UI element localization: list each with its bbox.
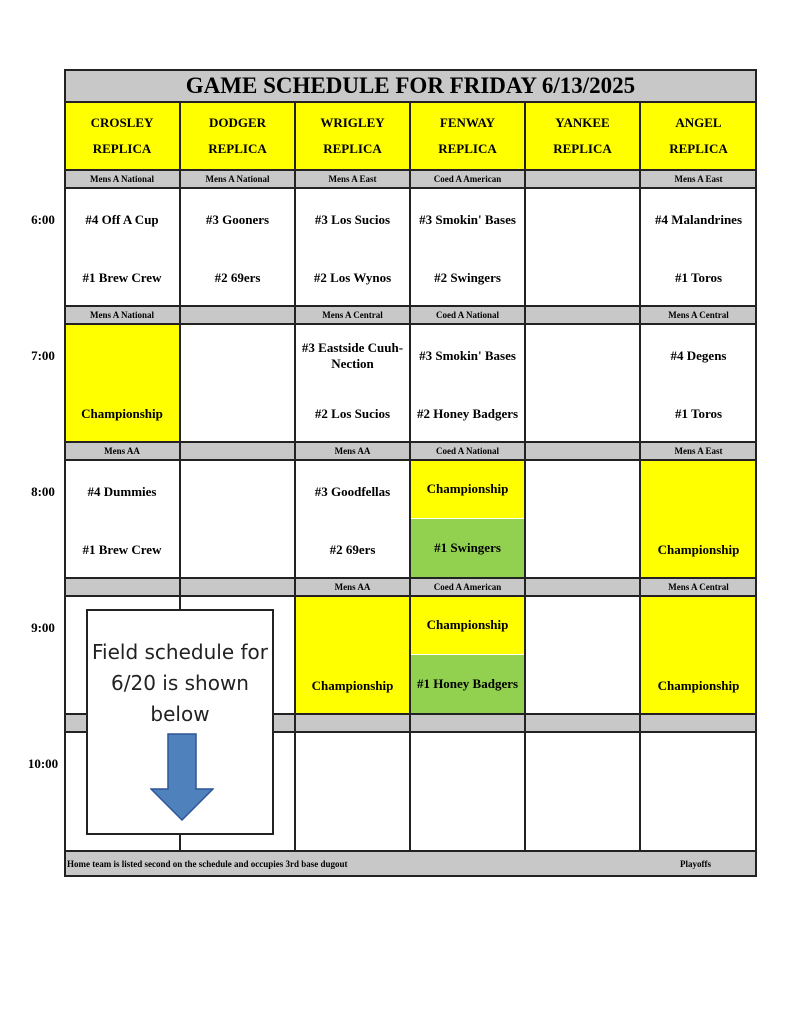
home-team: #1 Brew Crew [82, 270, 162, 285]
home-team: #2 69ers [329, 542, 376, 557]
home-team: #2 Honey Badgers [416, 406, 519, 421]
away-team: #3 Smokin' Bases [419, 212, 516, 227]
field-header-crosley [64, 102, 180, 170]
field-type: REPLICA [669, 141, 728, 156]
division-label: Mens A National [180, 170, 295, 188]
home-team: #1 Toros [674, 270, 723, 285]
division-label: Mens A Central [295, 306, 410, 324]
game-slot-dodger [180, 324, 295, 442]
away-team: #3 Smokin' Bases [419, 348, 516, 363]
division-label: Mens A National [64, 306, 180, 324]
game-slot-angel [640, 460, 757, 578]
game-slot-angel [640, 324, 757, 442]
grid-line [755, 69, 757, 877]
game-slot-yankee [525, 460, 640, 578]
away-team: #4 Off A Cup [85, 212, 159, 227]
division-label: Mens A National [64, 170, 180, 188]
division-label: Mens AA [295, 578, 410, 596]
championship-label: Championship [81, 406, 163, 421]
home-team: #2 Swingers [434, 270, 501, 285]
down-arrow-icon [150, 733, 214, 821]
game-slot-yankee [525, 324, 640, 442]
home-team: #1 Toros [674, 406, 723, 421]
division-label [180, 578, 295, 596]
callout-box [86, 609, 274, 835]
field-header-wrigley [295, 102, 410, 170]
field-type: REPLICA [92, 141, 152, 156]
field-name: DODGER [208, 115, 267, 130]
away-team: #3 Eastside Cuuh-Nection [301, 340, 404, 371]
division-label [64, 578, 180, 596]
footer-legend: Playoffs [680, 859, 711, 869]
time-label-6: 6:00 [31, 212, 55, 227]
division-label [525, 170, 640, 188]
away-team: #3 Los Sucios [314, 212, 391, 227]
game-slot-fenway [410, 732, 525, 850]
away-team: #4 Degens [670, 348, 727, 363]
division-label: Mens A East [295, 170, 410, 188]
game-slot-angel [640, 596, 757, 714]
game-slot-wrigley [295, 188, 410, 306]
time-label-8: 8:00 [31, 484, 55, 499]
division-label [295, 714, 410, 732]
callout-text: Field schedule for 6/20 is shown below [91, 640, 268, 726]
field-header-yankee [525, 102, 640, 170]
footer-note: Home team is listed second on the schedule and occupies 3rd base dugout [67, 859, 348, 869]
division-label [180, 306, 295, 324]
game-slot-fenway [410, 324, 525, 442]
division-label [640, 714, 757, 732]
game-slot-fenway [410, 188, 525, 306]
field-type: REPLICA [553, 141, 612, 156]
division-label [180, 442, 295, 460]
division-label: Mens A East [640, 442, 757, 460]
field-type: REPLICA [208, 141, 267, 156]
division-label: Coed A American [410, 578, 525, 596]
grid-line [409, 102, 411, 851]
division-label: Coed A American [410, 170, 525, 188]
field-type: REPLICA [438, 141, 497, 156]
field-header-angel [640, 102, 757, 170]
game-slot-fenway [410, 596, 525, 714]
field-header-dodger [180, 102, 295, 170]
page-title: GAME SCHEDULE FOR FRIDAY 6/13/2025 [64, 69, 757, 102]
championship-label: Championship [657, 542, 740, 557]
game-slot-yankee [525, 732, 640, 850]
game-slot-wrigley [295, 596, 410, 714]
field-header-fenway [410, 102, 525, 170]
game-slot-angel [640, 732, 757, 850]
championship-label: Championship [410, 460, 525, 518]
time-label-9: 9:00 [31, 620, 55, 635]
division-label [525, 578, 640, 596]
division-label [525, 442, 640, 460]
division-label: Mens AA [64, 442, 180, 460]
home-team: #2 69ers [214, 270, 261, 285]
division-label: Mens A East [640, 170, 757, 188]
field-type: REPLICA [323, 141, 382, 156]
championship-label: Championship [410, 596, 525, 654]
field-name: YANKEE [555, 115, 610, 130]
game-slot-wrigley [295, 460, 410, 578]
championship-label: Championship [657, 678, 740, 693]
game-slot-yankee [525, 188, 640, 306]
seeded-team: #1 Honey Badgers [410, 655, 525, 713]
home-team: #2 Los Wynos [313, 270, 392, 285]
division-label [525, 306, 640, 324]
game-slot-dodger [180, 188, 295, 306]
away-team: #4 Dummies [87, 484, 157, 499]
division-label: Mens AA [295, 442, 410, 460]
grid-line [64, 875, 757, 877]
seeded-team: #1 Swingers [410, 519, 525, 577]
away-team: #4 Malandrines [654, 212, 743, 227]
home-team: #1 Brew Crew [82, 542, 162, 557]
away-team: #3 Goodfellas [314, 484, 391, 499]
division-label: Mens A Central [640, 306, 757, 324]
grid-line [64, 69, 757, 71]
division-label: Mens A Central [640, 578, 757, 596]
away-team: #3 Gooners [205, 212, 270, 227]
grid-line [524, 102, 526, 851]
game-slot-crosley [64, 460, 180, 578]
grid-line [294, 102, 296, 851]
game-slot-yankee [525, 596, 640, 714]
field-name: WRIGLEY [320, 115, 385, 130]
grid-line [639, 102, 641, 851]
championship-label: Championship [311, 678, 394, 693]
game-slot-crosley [64, 188, 180, 306]
game-slot-wrigley [295, 324, 410, 442]
game-slot-fenway [410, 460, 525, 578]
field-name: CROSLEY [90, 115, 154, 130]
game-slot-crosley [64, 324, 180, 442]
division-label [410, 714, 525, 732]
game-slot-angel [640, 188, 757, 306]
home-team: #2 Los Sucios [314, 406, 391, 421]
game-slot-wrigley [295, 732, 410, 850]
game-slot-dodger [180, 460, 295, 578]
division-label: Coed A National [410, 306, 525, 324]
division-label: Coed A National [410, 442, 525, 460]
time-label-10: 10:00 [27, 756, 59, 771]
field-name: ANGEL [675, 115, 722, 130]
field-name: FENWAY [439, 115, 496, 130]
time-label-7: 7:00 [31, 348, 55, 363]
division-label [525, 714, 640, 732]
